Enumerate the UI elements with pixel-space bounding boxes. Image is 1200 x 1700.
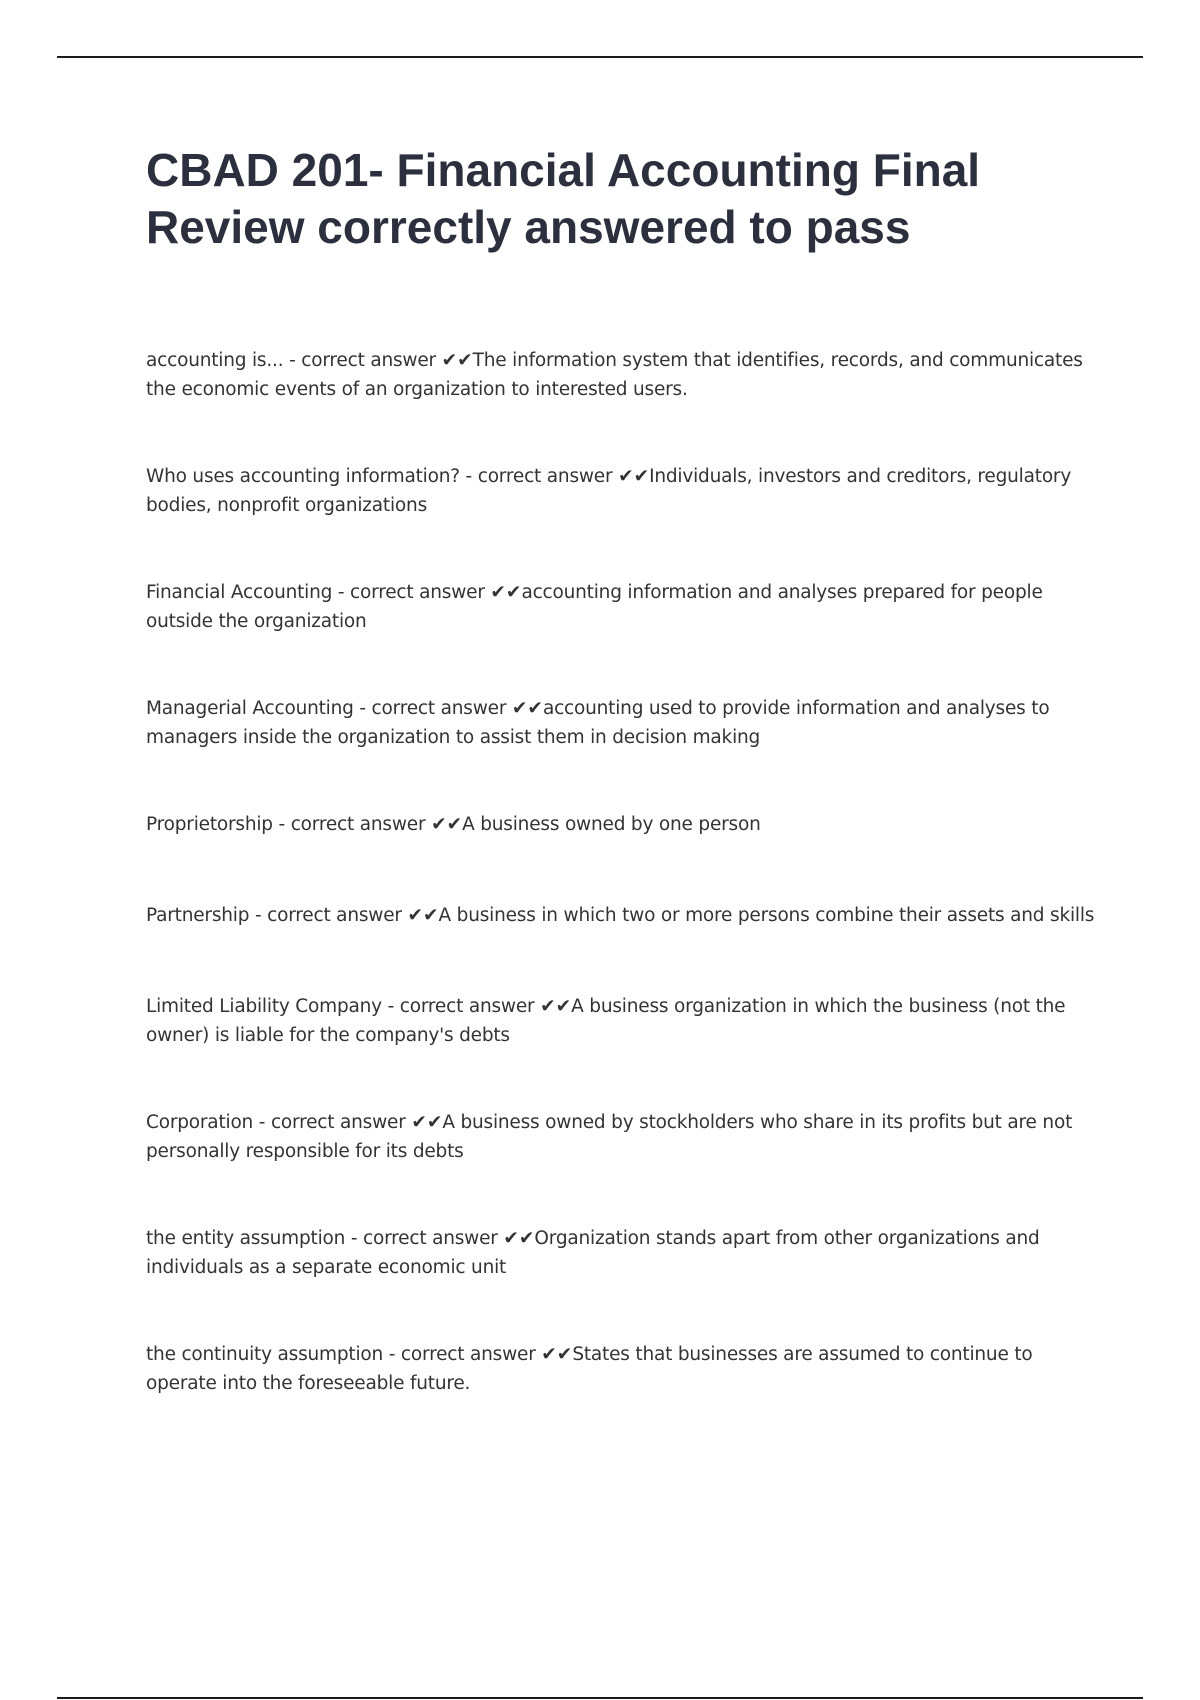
qa-term: Managerial Accounting [146,698,354,719]
qa-item [146,1224,1096,1282]
check-marks-icon: ✔✔ [618,466,650,487]
qa-separator: - [383,1344,401,1365]
qa-term: Partnership [146,905,250,926]
qa-answer-label: correct answer [363,1228,498,1249]
qa-term: Corporation [146,1112,254,1133]
qa-answer-label: correct answer [301,350,436,371]
qa-definition: The information system that identifies, records, and communicates the economic events of an organization to interested users. [146,350,1083,400]
qa-definition: Organization stands apart from other organizations and individuals as a separate economic unit [146,1228,1040,1278]
check-marks-icon: ✔✔ [541,1344,573,1365]
qa-definition: accounting used to provide information and analyses to managers inside the organization to assist them in decision making [146,698,1050,748]
check-marks-icon: ✔✔ [407,905,439,926]
qa-answer-label: correct answer [400,1344,536,1365]
qa-separator: - [459,466,478,487]
qa-separator: - [353,698,372,719]
qa-definition: Individuals, investors and creditors, regulatory bodies, nonprofit organizations [146,466,1072,516]
check-marks-icon: ✔✔ [511,698,543,719]
check-marks-icon: ✔✔ [441,350,473,371]
qa-definition: A business organization in which the business (not the owner) is liable for the company's debts [146,996,1066,1046]
qa-answer-label: correct answer [290,814,426,835]
check-marks-icon: ✔✔ [490,582,522,603]
check-marks-icon: ✔✔ [540,996,572,1017]
qa-definition: accounting information and analyses prepared for people outside the organization [146,582,1043,632]
qa-term: the continuity assumption [146,1344,384,1365]
qa-item [146,694,1096,752]
qa-definition: States that businesses are assumed to continue to operate into the foreseeable future. [146,1344,1033,1394]
qa-separator: - [253,1112,271,1133]
qa-answer-label: correct answer [350,582,485,603]
qa-term: the entity assumption [146,1228,346,1249]
top-rule [57,56,1143,58]
qa-item [146,462,1096,520]
qa-item [146,1108,1096,1166]
qa-separator: - [381,996,400,1017]
qa-answer-label: correct answer [399,996,535,1017]
qa-term: Proprietorship [146,814,273,835]
bottom-rule [57,1697,1143,1699]
qa-term: Financial Accounting [146,582,333,603]
check-marks-icon: ✔✔ [503,1228,535,1249]
qa-item [146,901,1096,930]
qa-definition: A business in which two or more persons combine their assets and skills [438,905,1095,926]
check-marks-icon: ✔✔ [411,1112,443,1133]
qa-item [146,578,1096,636]
qa-answer-label: correct answer [267,905,402,926]
qa-answer-label: correct answer [477,466,613,487]
qa-separator: - [283,350,302,371]
qa-item [146,992,1096,1050]
qa-answer-label: correct answer [371,698,507,719]
qa-item [146,810,1096,839]
qa-separator: - [249,905,268,926]
qa-separator: - [332,582,351,603]
qa-term: Limited Liability Company [146,996,382,1017]
qa-item [146,346,1096,404]
check-marks-icon: ✔✔ [431,814,463,835]
qa-separator: - [272,814,291,835]
document-title: CBAD 201- Financial Accounting Final Review correctly answered to pass [146,144,981,253]
qa-answer-label: correct answer [270,1112,406,1133]
qa-list [146,346,1096,1456]
qa-separator: - [345,1228,364,1249]
qa-definition: A business owned by stockholders who share in its profits but are not personally responsible for its debts [146,1112,1073,1162]
qa-term: accounting is... [146,350,284,371]
qa-definition: A business owned by one person [462,814,761,835]
qa-item [146,1340,1096,1398]
qa-term: Who uses accounting information? [146,466,460,487]
